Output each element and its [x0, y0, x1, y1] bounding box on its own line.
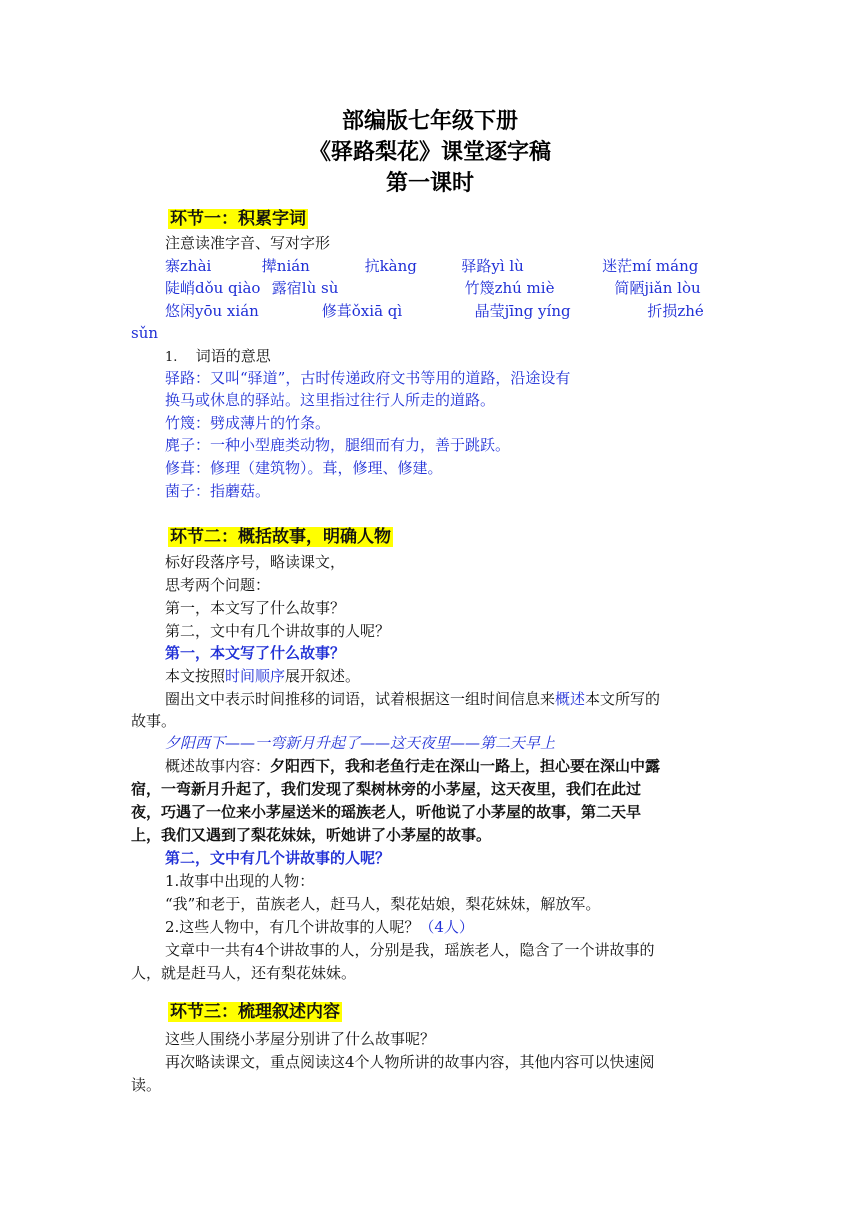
vocab-row-3: [165, 301, 704, 322]
definition-4: 修葺：修理（建筑物）。葺，修理、修建。: [165, 459, 443, 477]
summary-line-4: 上，我们又遇到了梨花妹妹，听她讲了小茅屋的故事。: [131, 826, 492, 844]
circle-instruction-cont: 故事。: [131, 712, 177, 730]
order-sentence: [165, 666, 360, 687]
answer-1-list: “我”和老于，苗族老人，赶马人，梨花姑娘，梨花妹妹，解放军。: [165, 895, 601, 913]
question-2: 第二，文中有几个讲故事的人呢？: [165, 622, 391, 640]
order-key: 时间顺序: [225, 667, 286, 685]
section1-intro: 注意读准字音、写对字形: [165, 234, 331, 252]
summary-label: 概述故事内容：: [165, 757, 271, 775]
summary-line-2: 宿，一弯新月升起了，我们发现了梨树林旁的小茅屋，这天夜里，我们在此过: [131, 780, 642, 798]
vocab-word: 修葺ǒxiā qì: [321, 302, 403, 320]
doc-title-line2: 《驿路梨花》课堂逐字稿: [308, 139, 551, 165]
circle-key: 概述: [555, 690, 586, 708]
section2-heading: 环节二：概括故事，明确人物: [170, 527, 391, 547]
vocab-word: 陡峭dǒu qiào: [165, 279, 261, 297]
definition-5: 菌子：指蘑菇。: [165, 482, 271, 500]
question-1: 第一，本文写了什么故事？: [165, 599, 346, 617]
summary-line-1: [165, 756, 660, 777]
vocab-row-2: [165, 278, 701, 299]
vocab-word: 悠闲yōu xián: [165, 302, 259, 320]
vocab-word: 驿路yì lù: [461, 257, 524, 275]
section3-heading: 环节三：梳理叙述内容: [170, 1002, 340, 1022]
section3-heading-wrap: [168, 1000, 342, 1024]
vocab-word: 简陋jiǎn lòu: [614, 279, 701, 297]
order-post: 展开叙述。: [285, 667, 361, 685]
vocab-word: 晶莹jīng yíng: [474, 302, 571, 320]
vocab-word: 撵nián: [261, 257, 310, 275]
question-1-heading: 第一，本文写了什么故事？: [165, 644, 346, 662]
section1-heading: 环节一：积累字词: [170, 209, 306, 229]
section3-p1: 这些人围绕小茅屋分别讲了什么故事呢？: [165, 1030, 436, 1048]
vocab-word: 寨zhài: [165, 257, 212, 275]
circle-instruction: [165, 689, 660, 710]
question-2-heading: 第二，文中有几个讲故事的人呢？: [165, 849, 391, 867]
vocab-word: 折损zhé: [647, 302, 704, 320]
answer-2: [165, 917, 474, 938]
vocab-word: 抗kàng: [364, 257, 417, 275]
definition-1b: 换马或休息的驿站。这里指过往行人所走的道路。: [165, 391, 496, 409]
vocab-word: 竹篾zhú miè: [464, 279, 555, 297]
section1-heading-wrap: [168, 207, 308, 231]
answer-3-line-2: 人，就是赶马人，还有梨花妹妹。: [131, 964, 357, 982]
answer-2-value: （4人）: [419, 918, 474, 936]
vocab-row-1: [165, 256, 698, 277]
section2-heading-wrap: [168, 525, 393, 549]
circle-post: 本文所写的: [585, 690, 661, 708]
timeline: 夕阳西下——一弯新月升起了——这天夜里——第二天早上: [165, 734, 556, 752]
list-item-label: 词语的意思: [195, 347, 271, 365]
vocab-word: 露宿lù sù: [271, 279, 339, 297]
circle-pre: 圈出文中表示时间推移的词语，试着根据这一组时间信息来: [165, 690, 556, 708]
doc-title-line3: 第一课时: [385, 170, 474, 196]
doc-title-line1: 部编版七年级下册: [341, 108, 518, 134]
section2-p1: 标好段落序号，略读课文，: [165, 553, 346, 571]
definition-2: 竹篾：劈成薄片的竹条。: [165, 414, 331, 432]
definition-1a: 驿路：又叫“驿道”，古时传递政府文书等用的道路，沿途设有: [165, 369, 571, 387]
section2-p2: 思考两个问题：: [165, 576, 271, 594]
section3-p2-line-2: 读。: [131, 1076, 162, 1094]
vocab-row-3-cont: sǔn: [131, 324, 159, 342]
vocab-word: 迷茫mí máng: [602, 257, 699, 275]
summary-line-3: 夜，巧遇了一位来小茅屋送米的瑶族老人，听他说了小茅屋的故事，第二天早: [131, 803, 642, 821]
answer-1: 1.故事中出现的人物：: [165, 872, 315, 890]
list-number: 1.: [165, 350, 178, 365]
answer-3-line-1: 文章中一共有4个讲故事的人，分别是我，瑶族老人，隐含了一个讲故事的: [165, 941, 655, 959]
answer-2-question: 2.这些人物中，有几个讲故事的人呢？: [165, 918, 420, 936]
section3-p2-line-1: 再次略读课文，重点阅读这4个人物所讲的故事内容，其他内容可以快速阅: [165, 1053, 655, 1071]
order-pre: 本文按照: [165, 667, 226, 685]
definition-3: 麂子：一种小型鹿类动物，腿细而有力，善于跳跃。: [165, 436, 511, 454]
summary-text: 夕阳西下，我和老鱼行走在深山一路上，担心要在深山中露: [270, 757, 661, 775]
list-item-1: [165, 346, 271, 368]
